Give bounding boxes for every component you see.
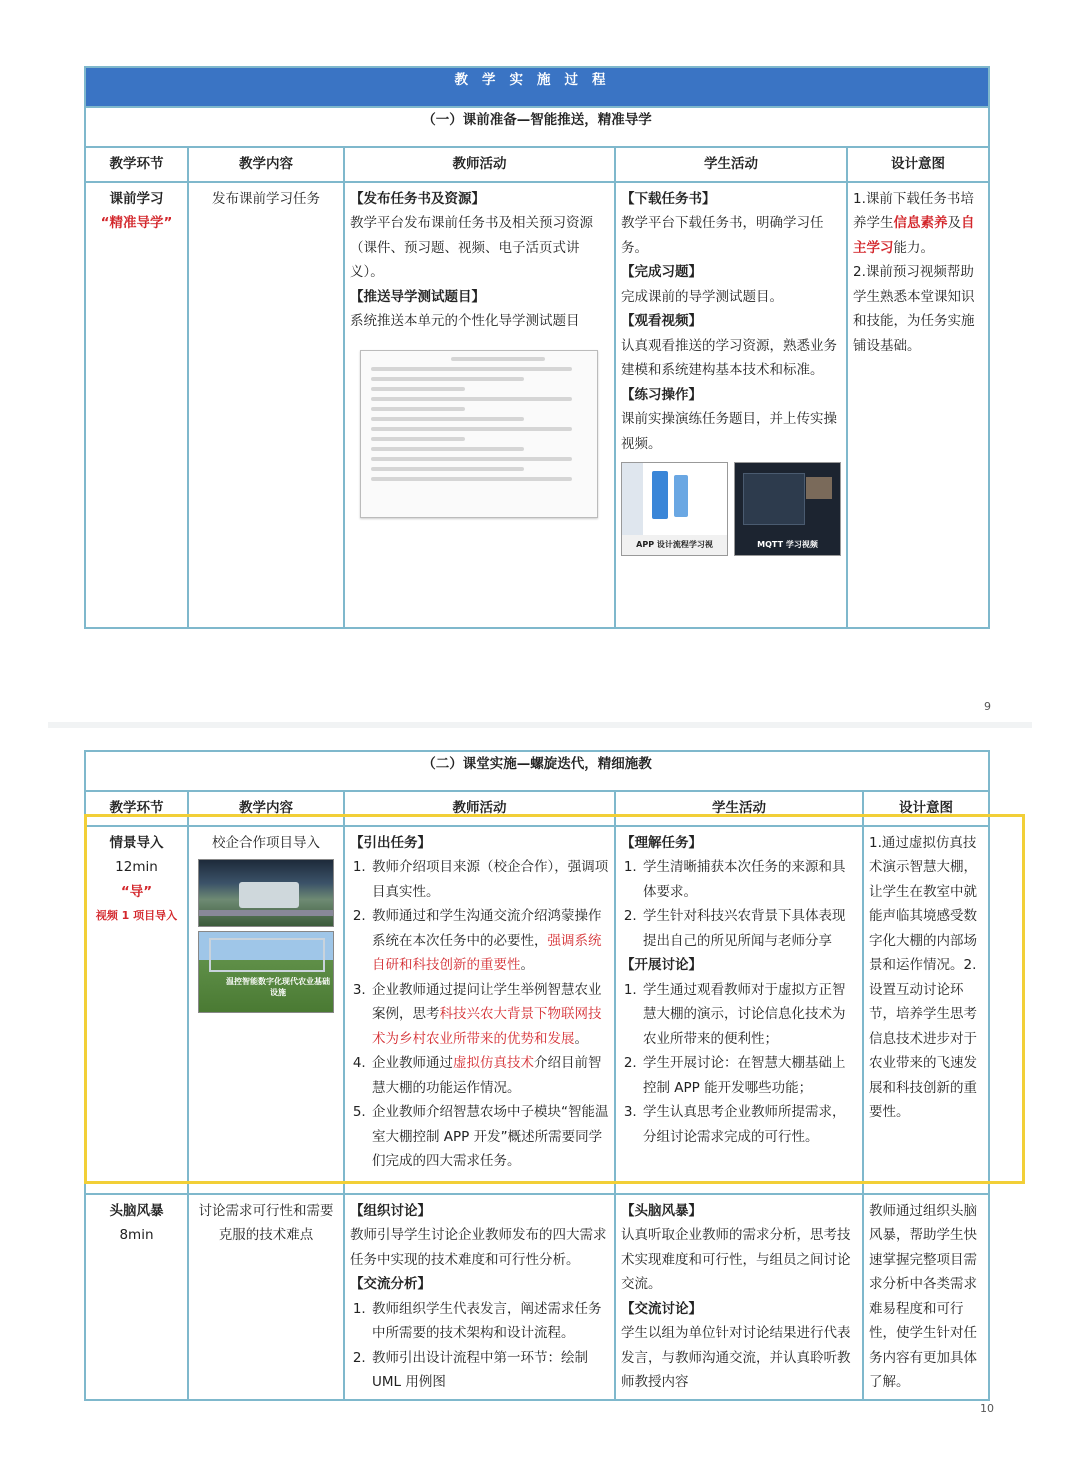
header-content: 教学内容: [188, 147, 344, 182]
teacher-tag: 【发布任务书及资源】: [350, 190, 485, 207]
student-item: 1. 学生通过观看教师对于虚拟方正智慧大棚的演示，讨论信息化技术为农业所带来的便利性；: [641, 978, 857, 1052]
page-number-10: 10: [980, 1402, 994, 1415]
stage-mark: “导”: [120, 883, 153, 900]
teacher-item: 5. 企业教师介绍智慧农场中子模块“智能温室大棚控制 APP 开发”概述所需要同学们完成的四大需求任务。: [370, 1100, 609, 1174]
student-list: [621, 855, 857, 953]
student-cell: [615, 826, 863, 1194]
app-video-thumbnail: [621, 462, 728, 556]
intent-cell: 1.通过虚拟仿真技术演示智慧大棚，让学生在教室中就能声临其境感受数字化大棚的内部场景和运作情况。2.设置互动讨论环节，培养学生思考信息技术进步对于农业带来的飞速发展和科技创新的重要性。: [863, 826, 989, 1194]
teacher-list: [350, 1297, 609, 1395]
stage-name: 情景导入: [109, 834, 164, 851]
teacher-tag: 【引出任务】: [350, 834, 431, 851]
mqtt-video-thumbnail: [734, 462, 841, 556]
student-text: 完成课前的导学测试题目。: [621, 288, 783, 305]
teacher-item: 1. 教师组织学生代表发言，阐述需求任务中所需要的技术架构和设计流程。: [370, 1297, 609, 1346]
teacher-tag: 【组织讨论】: [350, 1202, 431, 1219]
page-number-9: 9: [984, 700, 991, 713]
student-item: 2. 学生针对科技兴农背景下具体表现提出自己的所见所闻与老师分享: [641, 904, 857, 953]
intent-cell: [847, 182, 989, 628]
student-text: 教学平台下载任务书，明确学习任务。: [621, 215, 824, 256]
student-tag: 【练习操作】: [621, 386, 702, 403]
teacher-cell: [344, 826, 615, 1194]
stage-time: 8min: [119, 1227, 154, 1243]
content-text: 校企合作项目导入: [212, 834, 320, 851]
stage-highlight: “精准导学”: [100, 215, 173, 231]
content-cell: 讨论需求可行性和需要克服的技术难点: [188, 1194, 344, 1400]
app-video-caption: APP 设计流程学习视: [622, 535, 727, 555]
teacher-tag: 【推送导学测试题目】: [350, 288, 485, 305]
teacher-item: 2. 教师引出设计流程中第一环节：绘制 UML 用例图: [370, 1346, 609, 1395]
intent-point-1: 1.课前下载任务书培养学生信息素养及自主学习能力。: [853, 190, 975, 256]
banner-title: 教学实施过程: [85, 67, 989, 107]
student-item: 2. 学生开展讨论：在智慧大棚基础上控制 APP 能开发哪些功能；: [641, 1051, 857, 1100]
intent-point-2: 2.课前预习视频帮助学生熟悉本堂课知识和技能，为任务实施铺设基础。: [853, 264, 975, 354]
student-tag: 【下载任务书】: [621, 190, 716, 207]
teacher-text: 教学平台发布课前任务书及相关预习资源（课件、预习题、视频、电子活页式讲义）。: [350, 215, 593, 280]
student-text: 认真观看推送的学习资源，熟悉业务建模和系统建构基本技术和标准。: [621, 337, 837, 378]
teacher-item: 2. 教师通过和学生沟通交流介绍鸿蒙操作系统在本次任务中的必要性，强调系统自研和科技创新的重要性。: [370, 904, 609, 978]
teacher-item: 4. 企业教师通过虚拟仿真技术介绍目前智慧大棚的功能运作情况。: [370, 1051, 609, 1100]
stage-cell: [85, 182, 188, 628]
student-item: 3. 学生认真思考企业教师所提需求，分组讨论需求完成的可行性。: [641, 1100, 857, 1149]
teacher-cell: [344, 1194, 615, 1400]
stage-cell: [85, 1194, 188, 1400]
student-text: 认真听取企业教师的需求分析，思考技术实现难度和可行性，与组员之间讨论交流。: [621, 1227, 851, 1292]
header-teacher: 教师活动: [344, 147, 615, 182]
student-cell: [615, 182, 847, 628]
teacher-item: 3. 企业教师通过提问让学生举例智慧农业案例，思考科技兴农大背景下物联网技术为乡村农业所带来的优势和发展。: [370, 978, 609, 1052]
teacher-text: 系统推送本单元的个性化导学测试题目: [350, 313, 580, 329]
test-screenshot-image: [360, 350, 598, 518]
student-tag: 【观看视频】: [621, 313, 702, 329]
intent-cell: 教师通过组织头脑风暴，帮助学生快速掌握完整项目需求分析中各类需求难易程度和可行性，使学生针对任务内容有更加具体了解。: [863, 1194, 989, 1400]
virtual-greenhouse-image: [198, 859, 334, 927]
content-cell: [188, 826, 344, 1194]
teacher-item: 1. 教师介绍项目来源（校企合作），强调项目真实性。: [370, 855, 609, 904]
student-tag: 【开展讨论】: [621, 957, 702, 973]
student-cell: [615, 1194, 863, 1400]
student-tag: 【理解任务】: [621, 834, 702, 851]
header-student: 学生活动: [615, 791, 863, 826]
lesson-table-page2: [84, 750, 990, 1401]
mqtt-video-caption: MQTT 学习视频: [735, 535, 840, 555]
header-content: 教学内容: [188, 791, 344, 826]
stage-name: 课前学习: [109, 190, 164, 207]
header-teacher: 教师活动: [344, 791, 615, 826]
header-stage: 教学环节: [85, 147, 188, 182]
student-tag: 【头脑风暴】: [621, 1202, 702, 1219]
stage-cell: [85, 826, 188, 1194]
teacher-tag: 【交流分析】: [350, 1276, 431, 1292]
teacher-list: [350, 855, 609, 1174]
student-tag: 【交流讨论】: [621, 1300, 702, 1317]
header-intent: 设计意图: [847, 147, 989, 182]
stage-time: 12min: [115, 859, 158, 875]
teacher-cell: [344, 182, 615, 628]
stage-name: 头脑风暴: [109, 1202, 164, 1219]
section-title-1: （一）课前准备—智能推送，精准导学: [85, 107, 989, 147]
page-divider: [48, 722, 1032, 728]
teacher-text: 教师引导学生讨论企业教师发布的四大需求任务中实现的技术难度和可行性分析。: [350, 1227, 607, 1268]
student-tag: 【完成习题】: [621, 264, 702, 280]
header-intent: 设计意图: [863, 791, 989, 826]
header-stage: 教学环节: [85, 791, 188, 826]
student-text: 学生以组为单位针对讨论结果进行代表发言，与教师沟通交流，并认真聆听教师教授内容: [621, 1325, 851, 1390]
header-student: 学生活动: [615, 147, 847, 182]
lesson-table-page1: [84, 66, 990, 629]
video-label: 视频 1 项目导入: [95, 909, 178, 922]
section-title-2: （二）课堂实施—螺旋迭代，精细施教: [85, 751, 989, 791]
content-cell: 发布课前学习任务: [188, 182, 344, 628]
student-text: 课前实操演练任务题目，并上传实操视频。: [621, 411, 837, 452]
smart-farm-image: 温控智能数字化现代农业基础设施: [198, 931, 334, 1013]
student-item: 1. 学生清晰捕获本次任务的来源和具体要求。: [641, 855, 857, 904]
student-list: [621, 978, 857, 1150]
